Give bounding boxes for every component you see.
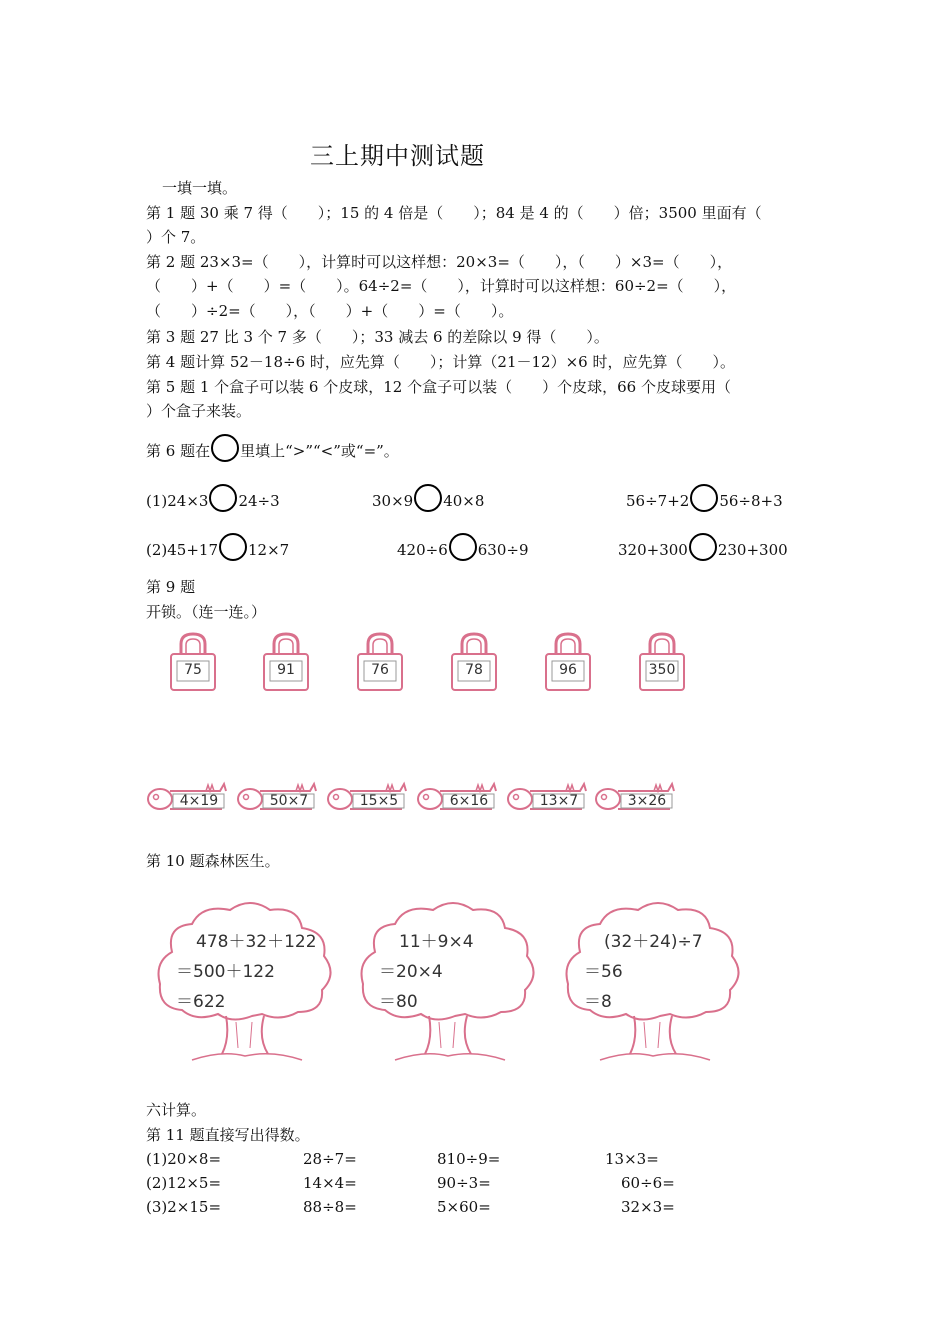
calc-item: (2)12×5= <box>146 1174 222 1192</box>
tree <box>152 898 338 1068</box>
lock-number: 350 <box>648 662 676 678</box>
lock[interactable] <box>634 630 690 696</box>
compare-left: 30×9 <box>372 492 414 510</box>
key-expression: 50×7 <box>269 793 309 809</box>
compare-right: 24÷3 <box>238 492 280 510</box>
question-6 <box>146 434 399 463</box>
compare-item <box>146 533 289 562</box>
answer-circle[interactable] <box>689 533 717 561</box>
compare-number: (1) <box>146 492 168 510</box>
tree-step: ＝8 <box>584 992 612 1012</box>
question-2-line-3: （ ）÷2=（ ），（ ）+（ ）=（ ）。 <box>146 302 514 320</box>
tree-icon <box>152 898 338 1068</box>
compare-left: 420÷6 <box>397 541 448 559</box>
answer-circle[interactable] <box>219 533 247 561</box>
tree-icon <box>355 898 541 1068</box>
page-title: 三上期中测试题 <box>310 142 485 170</box>
tree-step: ＝56 <box>584 962 623 982</box>
section-heading-1: 一填一填。 <box>162 179 238 197</box>
compare-right: 56÷8+3 <box>719 492 783 510</box>
calc-item: 14×4= <box>303 1174 357 1192</box>
tree-step: ＝20×4 <box>379 962 443 982</box>
question-4: 第 4 题计算 52－18÷6 时，应先算（ ）；计算（21－12）×6 时，应先算（ ）。 <box>146 353 735 371</box>
key-expression: 3×26 <box>627 793 667 809</box>
calc-item: 810÷9= <box>437 1150 501 1168</box>
key[interactable] <box>506 779 588 817</box>
key[interactable] <box>326 779 408 817</box>
question-1-line-2: ）个 7。 <box>146 228 206 246</box>
calc-item: 32×3= <box>621 1198 675 1216</box>
compare-left: 45+17 <box>167 541 218 559</box>
key[interactable] <box>236 779 318 817</box>
question-9-instruction: 开锁。（连一连。） <box>146 603 267 621</box>
tree-step: ＝622 <box>176 992 226 1012</box>
calc-item: 13×3= <box>605 1150 659 1168</box>
lock[interactable] <box>540 630 596 696</box>
calc-item: 5×60= <box>437 1198 491 1216</box>
key[interactable] <box>594 779 676 817</box>
compare-item <box>146 484 280 513</box>
calc-item: (3)2×15= <box>146 1198 222 1216</box>
key-expression: 15×5 <box>359 793 399 809</box>
lock-number: 91 <box>277 662 295 678</box>
calc-item: (1)20×8= <box>146 1150 222 1168</box>
compare-right: 630÷9 <box>477 541 529 559</box>
question-6-suffix: 里填上“>”“<”或“=”。 <box>240 442 399 460</box>
tree-step: (32＋24)÷7 <box>604 932 703 952</box>
tree <box>560 898 746 1068</box>
answer-circle[interactable] <box>414 484 442 512</box>
compare-left: 24×3 <box>167 492 209 510</box>
compare-item <box>618 533 788 562</box>
calc-item: 60÷6= <box>621 1174 675 1192</box>
compare-right: 40×8 <box>443 492 485 510</box>
key[interactable] <box>146 779 228 817</box>
question-2-line-2: （ ）+（ ）=（ ）。64÷2=（ ），计算时可以这样想：60÷2=（ ）， <box>146 277 737 295</box>
answer-circle[interactable] <box>449 533 477 561</box>
lock-number: 96 <box>559 662 577 678</box>
question-11: 第 11 题直接写出得数。 <box>146 1126 310 1144</box>
lock[interactable] <box>165 630 221 696</box>
question-10: 第 10 题森林医生。 <box>146 852 280 870</box>
compare-item <box>372 484 484 513</box>
tree <box>355 898 541 1068</box>
key-expression: 4×19 <box>179 793 219 809</box>
tree-step: 478＋32＋122 <box>196 932 317 952</box>
lock[interactable] <box>352 630 408 696</box>
answer-circle[interactable] <box>209 484 237 512</box>
question-5-line-1: 第 5 题 1 个盒子可以装 6 个皮球，12 个盒子可以装（ ）个皮球，66 个皮球要用（ <box>146 378 731 396</box>
question-6-prefix: 第 6 题在 <box>146 442 211 460</box>
lock-number: 78 <box>465 662 483 678</box>
lock[interactable] <box>258 630 314 696</box>
tree-step: ＝80 <box>379 992 418 1012</box>
calc-item: 90÷3= <box>437 1174 491 1192</box>
question-5-line-2: ）个盒子来装。 <box>146 402 252 420</box>
key-expression: 6×16 <box>449 793 489 809</box>
question-3: 第 3 题 27 比 3 个 7 多（ ）；33 减去 6 的差除以 9 得（ ）。 <box>146 328 609 346</box>
lock[interactable] <box>446 630 502 696</box>
question-1-line-1: 第 1 题 30 乘 7 得（ ）；15 的 4 倍是（ ）；84 是 4 的（ ）倍；3500 里面有（ <box>146 204 762 222</box>
tree-icon <box>560 898 746 1068</box>
compare-circle-icon <box>211 434 239 462</box>
answer-circle[interactable] <box>690 484 718 512</box>
question-2-line-1: 第 2 题 23×3=（ ），计算时可以这样想：20×3=（ ），（ ）×3=（ ）， <box>146 253 733 271</box>
compare-left: 56÷7+2 <box>626 492 690 510</box>
section-heading-6: 六计算。 <box>146 1101 207 1119</box>
tree-step: ＝500＋122 <box>176 962 275 982</box>
compare-number: (2) <box>146 541 168 559</box>
compare-left: 320+300 <box>618 541 688 559</box>
compare-item <box>397 533 529 562</box>
question-9: 第 9 题 <box>146 578 196 596</box>
compare-item <box>626 484 783 513</box>
compare-right: 12×7 <box>248 541 290 559</box>
key[interactable] <box>416 779 498 817</box>
compare-right: 230+300 <box>717 541 788 559</box>
lock-number: 75 <box>184 662 202 678</box>
calc-item: 28÷7= <box>303 1150 357 1168</box>
lock-number: 76 <box>371 662 389 678</box>
tree-step: 11＋9×4 <box>399 932 474 952</box>
key-expression: 13×7 <box>539 793 579 809</box>
calc-item: 88÷8= <box>303 1198 357 1216</box>
